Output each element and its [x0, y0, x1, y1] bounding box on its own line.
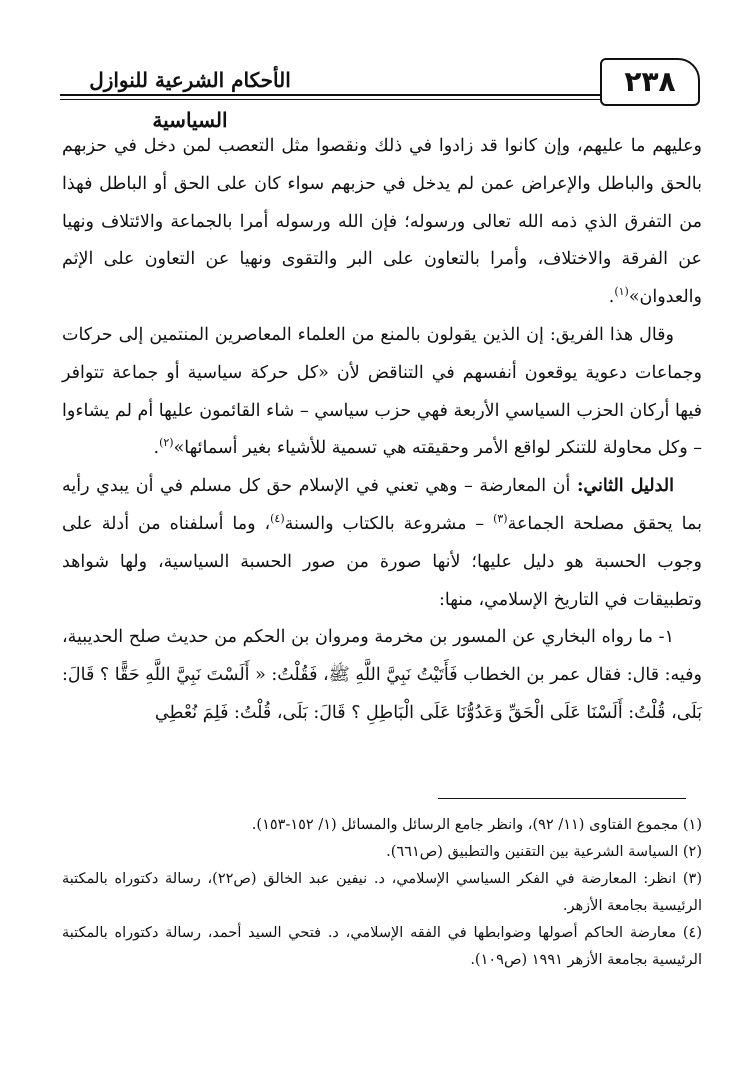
paragraph-3 [62, 468, 702, 619]
paragraph-1-text: وعليهم ما عليهم، وإن كانوا قد زادوا في ذلك ونقصوا مثل التعصب لمن دخل في حزبهم بالحق والباطل والإعراض عمن لم يدخل في حزبهم سواء كان على الحق أو الباطل فهذا من التفرق الذي ذمه الله تعالى ورسوله؛ فإن الله ورسوله أمرا بالجماعة والائتلاف ونهيا عن الفرقة والاختلاف، وأمرا بالتعاون على البر والتقوى ونهيا عن التعاون على الإثم والعدوان» [62, 136, 702, 308]
running-title: الأحكام الشرعية للنوازل السياسية [89, 68, 291, 132]
footnotes [62, 812, 702, 974]
footnote-ref-1: (١) [614, 285, 629, 299]
paragraph-3-text-b: – مشروعة بالكتاب والسنة [284, 513, 494, 534]
footnote-2: (٢) السياسة الشرعية بين التقنين والتطبيق (ص٦٦١). [386, 844, 702, 860]
page-header [60, 58, 700, 132]
footnote-1: (١) مجموع الفتاوى (١١/ ٩٢)، وانظر جامع الرسائل والمسائل (١/ ١٥٢-١٥٣). [251, 817, 702, 833]
paragraph-2 [62, 317, 702, 468]
header-rule [60, 94, 600, 96]
paragraph-2-end: . [153, 438, 160, 459]
paragraph-4: ١- ما رواه البخاري عن المسور بن مخرمة ومروان بن الحكم من حديث صلح الحديبية، وفيه: قال: فقال عمر بن الخطاب فَأَتَيْتُ نَبِيَّ اللَّهِ ﷺ، فَقُلْتُ: « أَلَسْتَ نَبِيَّ اللَّهِ حَقًّا ؟ قَالَ: بَلَى، قُلْتُ: أَلَسْنَا عَلَى الْحَقِّ وَعَدُوُّنَا عَلَى الْبَاطِلِ ؟ قَالَ: بَلَى، قُلْتُ: فَلِمَ نُعْطِي [62, 627, 702, 723]
footnote-ref-4: (٤) [270, 512, 285, 526]
footnote-3: (٣) انظر: المعارضة في الفكر السياسي الإسلامي، د. نيفين عبد الخالق (ص٢٢)، رسالة دكتوراه بالمكتبة الرئيسية بجامعة الأزهر. [62, 871, 702, 914]
header-rule-thin [60, 99, 600, 100]
main-text [62, 128, 702, 733]
page-number: ٢٣٨ [600, 58, 700, 106]
paragraph-3-text-a: أن المعارضة – وهي تعني في الإسلام حق كل مسلم في أن يبدي رأيه بما يحقق مصلحة الجماعة [62, 476, 702, 534]
paragraph-1-end: . [608, 287, 615, 308]
footnote-4: (٤) معارضة الحاكم أصولها وضوابطها في الفقه الإسلامي، د. فتحي السيد أحمد، رسالة دكتوراه بالمكتبة الرئيسية بجامعة الأزهر ١٩٩١ (ص١٠٩). [62, 925, 702, 968]
footnote-ref-2: (٢) [159, 436, 174, 450]
paragraph-3-text-c: ، وما أسلفناه من أدلة على وجوب الحسبة هو دليل عليها؛ لأنها صورة من صور الحسبة السياسية، ولها شواهد وتطبيقات في التاريخ الإسلامي، منها: [62, 513, 702, 610]
paragraph-1 [62, 128, 702, 317]
paragraph-2-text: وقال هذا الفريق: إن الذين يقولون بالمنع من العلماء المعاصرين المنتمين إلى حركات وجماعات دعوية يوقعون أنفسهم في التناقض لأن «كل حركة سياسية أو جماعة تتوافر فيها أركان الحزب السياسي الأربعة فهي حزب سياسي – شاء القائمون عليها أم لم يشاءوا – وكل محاولة للتنكر لواقع الأمر وحقيقته هي تسمية للأشياء بغير أسمائها» [62, 324, 702, 459]
paragraph-3-label: الدليل الثاني: [576, 476, 674, 497]
footnote-ref-3: (٣) [493, 512, 508, 526]
footnote-separator [438, 798, 686, 799]
